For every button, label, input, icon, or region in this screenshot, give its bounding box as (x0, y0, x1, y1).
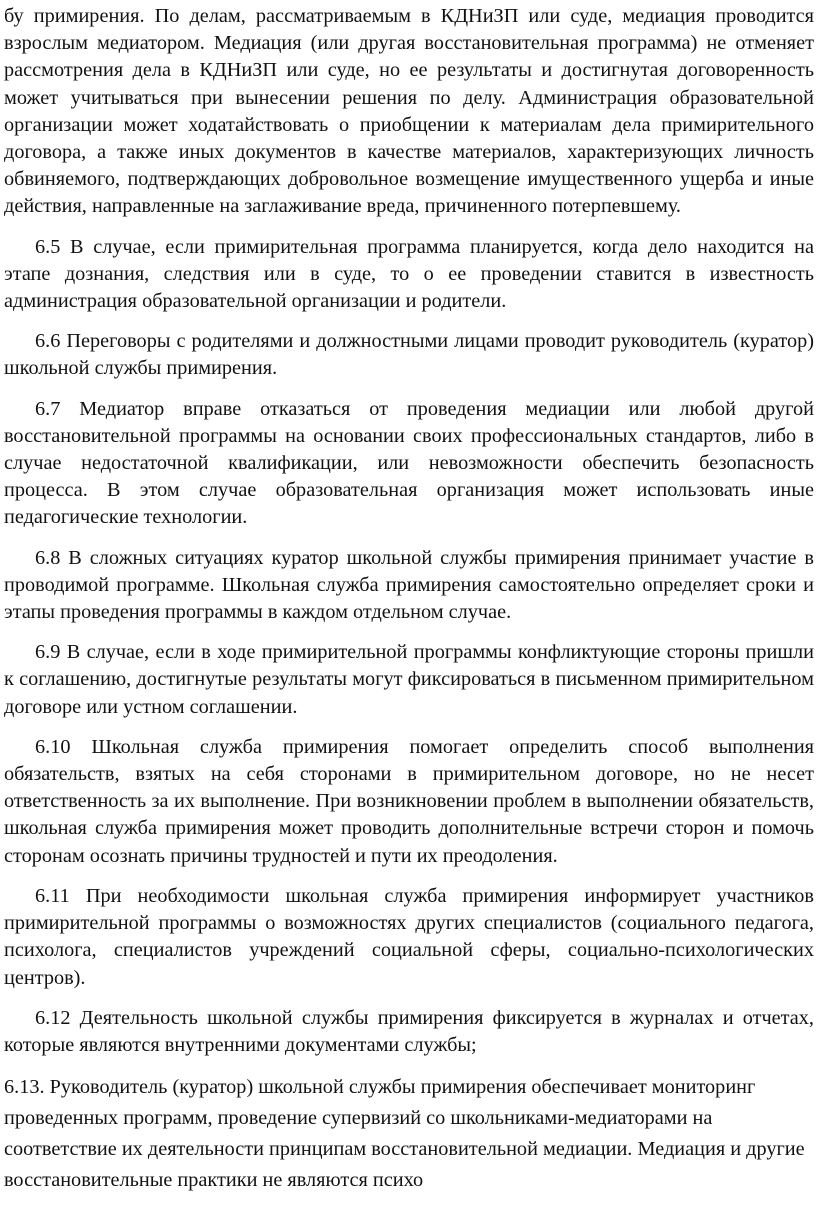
paragraph-6-6: 6.6 Переговоры с родителями и должностными лицами проводит руководитель (куратор) школьной службы примирения. (4, 330, 814, 380)
paragraph-6-8: 6.8 В сложных ситуациях куратор школьной службы примирения принимает участие в проводимой программе. Школьная служба примирения самостоятельно определяет сроки и этапы проведения программы в каждом отдельном случае. (4, 546, 814, 624)
paragraph-6-5: 6.5 В случае, если примирительная программа планируется, когда дело находится на этапе дознания, следствия или в суде, то о ее проведении ставится в известность администрация образовательной организации и родители. (4, 235, 814, 313)
paragraph-6-12: 6.12 Деятельность школьной службы примирения фиксируется в журналах и отчетах, которые являются внутренними документами службы; (4, 1006, 814, 1056)
paragraph-6-7: 6.7 Медиатор вправе отказаться от проведения медиации или любой другой восстановительной программы на основании своих профессиональных стандартов, либо в случае недостаточной квалификации, или невозможности обеспечить безопасность процесса. В этом случае образовательная организация может использовать иные педагогические технологии. (4, 397, 814, 529)
paragraph-6-13: 6.13. Руководитель (куратор) школьной службы примирения обеспечивает мониторинг проведенных программ, проведение супервизий со школьниками-медиаторами на соответствие их деятельности принципам восстановительной медиации. Медиация и другие восстановительные практики не являются психо (4, 1076, 805, 1192)
paragraph-6-11: 6.11 При необходимости школьная служба примирения информирует участников примирительной программы о возможностях других специалистов (социального педагога, психолога, специалистов учреждений социальной сферы, социально-психологических центров). (4, 884, 814, 989)
paragraph-6-9: 6.9 В случае, если в ходе примирительной программы конфликтующие стороны пришли к соглашению, достигнутые результаты могут фиксироваться в письменном примирительном договоре или устном соглашении. (4, 641, 814, 718)
paragraph-6-4-continuation: бу примирения. По делам, рассматриваемым в КДНиЗП или суде, медиация проводится взрослым медиатором. Медиация (или другая восстановительная программа) не отменяет рассмотрения дела в КДНиЗП или суде, но ее результаты и достигнутая договоренность может учитываться при вынесении решения по делу. Администрация образовательной организации может ходатайствовать о приобщении к материалам дела примирительного договора, а также иных документов в качестве материалов, характеризующих личность обвиняемого, подтверждающих добровольное возмещение имущественного ущерба и иные действия, направленные на заглаживание вреда, причиненного потерпевшему. (4, 5, 814, 218)
paragraph-6-10: 6.10 Школьная служба примирения помогает определить способ выполнения обязательств, взятых на себя сторонами в примирительном договоре, но не несет ответственность за их выполнение. При возникновении проблем в выполнении обязательств, школьная служба примирения может проводить дополнительные встречи сторон и помочь сторонам осознать причины трудностей и пути их преодоления. (4, 735, 814, 867)
